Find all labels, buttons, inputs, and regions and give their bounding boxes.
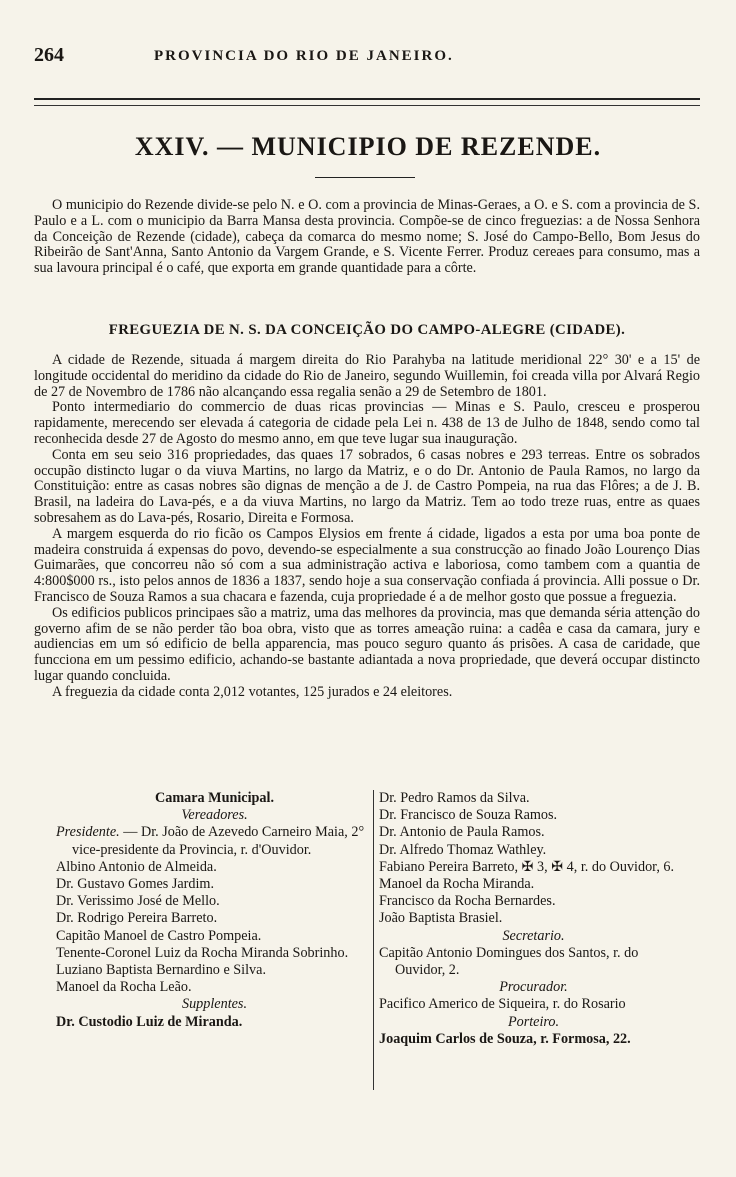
list-item: Dr. Verissimo José de Mello.	[56, 893, 220, 910]
list-item: Dr. Alfredo Thomaz Wathley.	[379, 841, 547, 858]
porteiro-heading: Porteiro.	[507, 1013, 560, 1030]
body-paragraph: Conta em seu seio 316 propriedades, das quaes 17 sobrados, 6 casas nobres e 293 terreas. Entre os sobrados occupão distincto lugar o da viuva Martins, no largo da Matriz, e o do Dr. Antonio de Paula Ramos, no largo da Constituição: entre as casas nobres são dignas de menção a de J. de Castro Pompeia, na rua das Flôres; a de J. B. Brasil, na ladeira do Lava-pés, e a da viuva Martins, no largo da Matriz. Tem ao todo treze ruas, entre as quaes sobresahem as do Lava-pés, Rosario, Direita e Formosa.	[34, 446, 700, 526]
running-title: PROVINCIA DO RIO DE JANEIRO.	[154, 48, 454, 64]
body-paragraph: Ponto intermediario do commercio de duas ricas provincias — Minas e S. Paulo, cresceu e prosperou rapidamente, merecendo ser elevada á categoria de cidade pela Lei n. 438 de 13 de Julho de 1848, sendo como tal reconhecida desde 27 de Agosto do mesmo anno, em que teve lugar sua inauguração.	[34, 399, 700, 447]
secretario-entry: Capitão Antonio Domingues dos Santos, r. do Ouvidor, 2.	[379, 944, 639, 979]
list-item: Capitão Manoel de Castro Pompeia.	[56, 927, 262, 944]
vereadores-heading: Vereadores.	[181, 807, 248, 824]
list-item: Tenente-Coronel Luiz da Rocha Miranda Sobrinho.	[56, 944, 349, 961]
intro-paragraph: O municipio do Rezende divide-se pelo N. e O. com a provincia de Minas-Geraes, a O. e S. com a provincia de S. Paulo e a L. com o municipio da Barra Mansa desta provincia. Compõe-se de cinco freguezias: a de Nossa Senhora da Conceição de Rezende (cidade), cabeça da comarca do mesmo nome; S. José do Campo-Bello, Bom Jesus do Ribeirão de Sant'Anna, Santo Antonio da Vargem Grande, e S. Vicente Ferrer. Produz cereaes para consumo, mas a sua lavoura principal é o café, que exporta em grande quantidade para a côrte.	[34, 197, 700, 277]
list-item: Francisco da Rocha Bernardes.	[379, 893, 556, 910]
list-item: Albino Antonio de Almeida.	[56, 858, 217, 875]
body-text	[34, 353, 700, 701]
list-item: Manoel da Rocha Miranda.	[379, 876, 535, 893]
column-divider	[373, 790, 374, 1090]
president-text: — Dr. João de Azevedo Carneiro Maia, 2° vice-presidente da Provincia, r. d'Ouvidor.	[72, 824, 365, 858]
left-column	[56, 790, 373, 1031]
list-item: Dr. Custodio Luiz de Miranda.	[56, 1013, 243, 1030]
body-paragraph: A cidade de Rezende, situada á margem direita do Rio Parahyba na latitude meridional 22° 30' e a 15' de longitude occidental do meridino da cidade do Rio de Janeiro, segundo Wuillemin, foi creada villa por Alvará Regio de 27 de Novembro de 1786 não alcançando essa regalia senão a 29 de Setembro de 1801.	[34, 352, 700, 400]
procurador-heading: Procurador.	[499, 979, 568, 996]
body-paragraph: A margem esquerda do rio ficão os Campos Elysios em frente á cidade, ligados a esta por uma boa ponte de madeira construida á expensas do povo, devendo-se especialmente a sua construcção ao finado João Lourenço Dias Guimarães, que concorreu não só com a sua administração activa e laboriosa, como tambem com a quantia de 4:800$000 rs., isto pelos annos de 1836 a 1837, sendo hoje a sua conservação confiada á provincia. Alli possue o Dr. Francisco de Souza Ramos a sua chacara e fazenda, cuja propriedade é a de melhor gosto que possue a freguezia.	[34, 525, 700, 605]
body-paragraph: Os edificios publicos principaes são a matriz, uma das melhores da provincia, mas que demanda séria attenção do governo afim de se não perder tão boa obra, visto que as torres ameação ruina: a cadêa e casa da camara, jury e audiencias em um só edificio de bella apparencia, mas pouco seguro quanto ás prisões. A casa de caridade, que funcciona em um pessimo edificio, achando-se bastante adiantada a nova propriedade, que deverá occupar distincto lugar quando concluida.	[34, 604, 700, 684]
president-entry	[56, 824, 373, 858]
page-number: 264	[34, 44, 64, 66]
list-item: Dr. Rodrigo Pereira Barreto.	[56, 910, 218, 927]
page-header	[34, 44, 698, 70]
list-item: Dr. Antonio de Paula Ramos.	[379, 824, 545, 841]
body-paragraph: A freguezia da cidade conta 2,012 votantes, 125 jurados e 24 eleitores.	[52, 683, 453, 700]
list-item: João Baptista Brasiel.	[379, 910, 503, 927]
list-item: Fabiano Pereira Barreto, ✠ 3, ✠ 4, r. do Ouvidor, 6.	[379, 858, 675, 875]
right-column	[379, 790, 688, 1048]
header-rule	[34, 98, 700, 106]
list-item: Dr. Pedro Ramos da Silva.	[379, 790, 530, 806]
chapter-title: XXIV. — MUNICIPIO DE REZENDE.	[134, 132, 602, 161]
porteiro-entry: Joaquim Carlos de Souza, r. Formosa, 22.	[379, 1030, 631, 1047]
list-item: Dr. Gustavo Gomes Jardim.	[56, 876, 215, 893]
secretario-heading: Secretario.	[502, 927, 565, 944]
section-heading: FREGUEZIA DE N. S. DA CONCEIÇÃO DO CAMPO-ALEGRE (CIDADE).	[108, 322, 626, 338]
list-item: Manoel da Rocha Leão.	[56, 979, 192, 996]
supplentes-heading: Supplentes.	[181, 996, 247, 1013]
list-item: Dr. Francisco de Souza Ramos.	[379, 807, 558, 824]
procurador-entry: Pacifico Americo de Siqueira, r. do Rosario	[379, 996, 626, 1013]
president-label: Presidente.	[56, 824, 120, 841]
title-rule	[315, 177, 415, 178]
list-item: Luziano Baptista Bernardino e Silva.	[56, 962, 266, 979]
camara-heading: Camara Municipal.	[154, 790, 274, 806]
